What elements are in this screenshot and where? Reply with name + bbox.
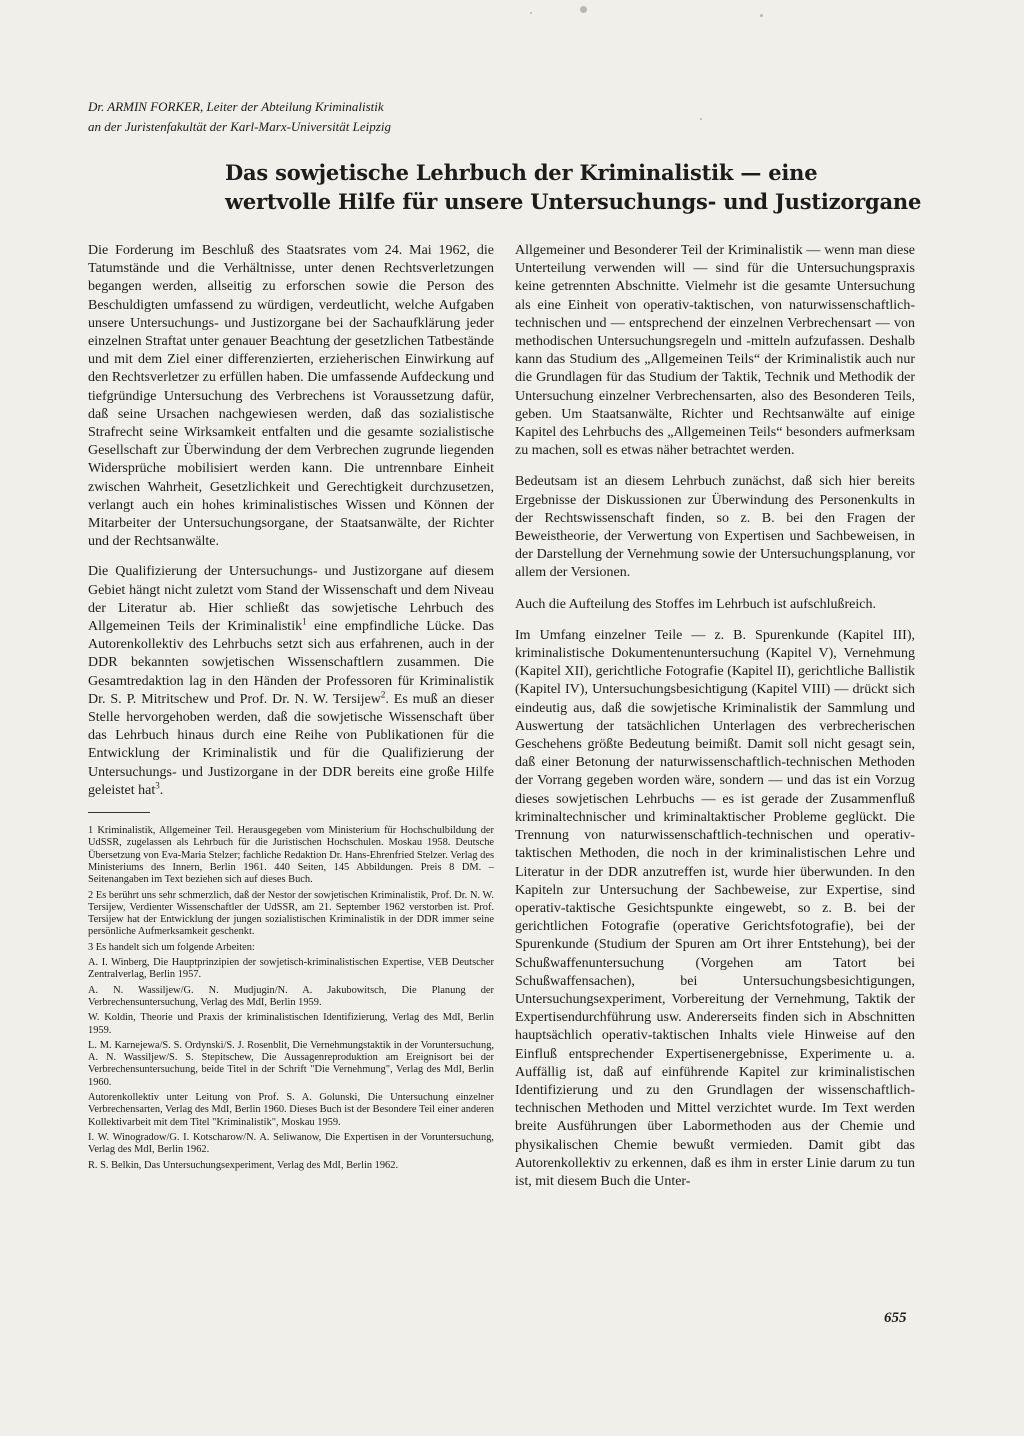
footnote-reference: A. I. Winberg, Die Hauptprinzipien der sowjetisch-kriminalistischen Expertise, VEB Deutscher Zentralverlag, Berlin 1957. xyxy=(88,957,494,981)
title-line-2: wertvolle Hilfe für unsere Untersuchungs- und Justizorgane xyxy=(225,189,922,214)
left-paragraph-2-part-2: eine empfindliche Lücke. Das Autorenkollektiv des Lehrbuchs setzt sich aus erfahrenen, auch in der DDR bekannten sowjetischen Wissenschaftlern zusammen. Die Gesamtredaktion lag in den Händen der Professoren für Kriminalistik Dr. S. P. Mitritschew und Prof. Dr. N. W. Tersijew xyxy=(88,619,494,707)
footnote-reference: A. N. Wassiljew/G. N. Mudjugin/N. A. Jakubowitsch, Die Planung der Verbrechensuntersuchung, Verlag des MdI, Berlin 1959. xyxy=(88,984,494,1008)
left-paragraph-2-part-4: . xyxy=(159,782,164,798)
scan-speck xyxy=(760,14,763,17)
footnote-reference: W. Koldin, Theorie und Praxis der kriminalistischen Identifizierung, Verlag des MdI, Berlin 1959. xyxy=(88,1012,494,1036)
footnote-reference: Autorenkollektiv unter Leitung von Prof. S. A. Golunski, Die Untersuchung einzelner Verbrechensarten, Verlag des MdI, Berlin 1960. Dieses Buch ist der Besondere Teil einer anderen Kollektivarbeit mit dem Titel "Kriminalistik", Moskau 1959. xyxy=(88,1092,494,1128)
footnote-divider xyxy=(88,812,150,813)
right-paragraph-2: Bedeutsam ist an diesem Lehrbuch zunächst, daß sich hier bereits Ergebnisse der Diskussionen zur Überwindung des Personenkults in der Rechtswissenschaft finden, so z. B. bei den Fragen der Beweistheorie, der Verwertung von Expertisen und Sachbeweisen, in der Darstellung der Vernehmung sowie der Untersuchungsplanung, vor allem der Versionen. xyxy=(515,474,915,581)
byline-line-2: an der Juristenfakultät der Karl-Marx-Universität Leipzig xyxy=(88,119,391,134)
right-paragraph-1: Allgemeiner und Besonderer Teil der Kriminalistik — wenn man diese Unterteilung verwenden will — sind für die Untersuchungspraxis keine getrennten Abschnitte. Vielmehr ist die gesamte Untersuchung als eine Einheit von operativ-taktischen, von naturwissenschaftlich-technischen und — entsprechend der einzelnen Verbrechensart — von methodischen Untersuchungsregeln und -mitteln aufzufassen. Deshalb kann das Studium des „Allgemeinen Teils“ der Kriminalistik auch nur die Grundlagen für das Studium der Taktik, Technik und Methodik der Untersuchung einzelner Verbrechensarten, also des Besonderen Teils, geben. Um Staatsanwälte, Richter und Rechtsanwälte auf einige Kapitel des Lehrbuchs des „Allgemeinen Teils“ besonders aufmerksam zu machen, soll es etwas näher betrachtet werden. xyxy=(515,243,915,459)
author-byline xyxy=(88,97,608,137)
left-paragraph-1: Die Forderung im Beschluß des Staatsrates vom 24. Mai 1962, die Tatumstände und die Verhältnisse, unter denen Rechtsverletzungen begangen werden, allseitig zu erforschen sowie die Person des Beschuldigten umfassend zu würdigen, verdeutlicht, welche Aufgaben unsere Untersuchungs- und Justizorgane bei der Sachaufklärung jeder einzelnen Straftat unter genauer Beachtung der gesetzlichen Tatbestände und mit dem Ziel einer differenzierten, erzieherischen Einwirkung auf den Rechtsverletzer zu erfüllen haben. Die umfassende Aufdeckung und tiefgründige Untersuchung des Verbrechens ist Voraussetzung dafür, daß seine Ursachen nachgewiesen werden, daß das sozialistische Strafrecht seine Wirksamkeit entfalten und die gesamte sozialistische Gesellschaft zur Überwindung der dem Verbrechen zugrunde liegenden Widersprüche mobilisiert werden kann. Die untrennbare Einheit zwischen Wahrheit, Gesetzlichkeit und Gerechtigkeit durchzusetzen, verlangt auch ein hohes kriminalistisches Wissen und Können der Mitarbeiter der Untersuchungsorgane, der Staatsanwälte, der Richter und der Rechtsanwälte. xyxy=(88,243,494,550)
left-paragraph-2 xyxy=(88,563,494,800)
byline-line-1: Dr. ARMIN FORKER, Leiter der Abteilung Kriminalistik xyxy=(88,99,384,114)
page-number: 655 xyxy=(884,1310,907,1326)
footnote-1: 1 Kriminalistik, Allgemeiner Teil. Herausgegeben vom Ministerium für Hochschulbildung der UdSSR, zugelassen als Lehrbuch für die Juristischen Hochschulen. Moskau 1958. Deutsche Übersetzung von Eva-Maria Stelzer; fachliche Redaktion Dr. Hans-Ehrenfried Stelzer. Verlag des Ministeriums des Innern, Berlin 1961. 440 Seiten, 145 Abbildungen. Preis 8 DM. – Seitenangaben im Text beziehen sich auf dieses Buch. xyxy=(88,825,494,886)
article-title xyxy=(225,158,945,216)
footnote-ref-3: 3 xyxy=(155,780,160,791)
title-line-1: Das sowjetische Lehrbuch der Kriminalistik — eine xyxy=(225,160,818,185)
footnote-ref-1: 1 xyxy=(302,616,307,627)
footnote-reference: I. W. Winogradow/G. I. Kotscharow/N. A. Seliwanow, Die Expertisen in der Voruntersuchung, Verlag des MdI, Berlin 1962. xyxy=(88,1131,494,1156)
right-column xyxy=(515,242,915,1204)
right-paragraph-4: Im Umfang einzelner Teile — z. B. Spurenkunde (Kapitel III), kriminalistische Dokumentenuntersuchung (Kapitel V), Vernehmung (Kapitel XII), gerichtliche Fotografie (Kapitel II), gerichtliche Ballistik (Kapitel IV), Untersuchungsbesichtigung (Kapitel VIII) — drückt sich eindeutig aus, daß die sowjetische Kriminalistik der Sammlung und Auswertung der tatsächlichen Unterlagen des verbrecherischen Geschehens größte Bedeutung beimißt. Damit soll nicht gesagt sein, daß einer Betonung der naturwissenschaftlich-technischen Methoden der Vorrang gegeben worden wäre, sondern — und das ist ein Vorzug dieses sowjetischen Lehrbuchs — es ist gerade der Zusammenfluß kriminaltechnischer und kriminaltaktischer Probleme geglückt. Die Trennung von naturwissenschaftlich-technischen und operativ-taktischen Methoden, die noch in der kriminalistischen Lehre und Literatur in der DDR anzutreffen ist, wurde hier überwunden. In den Kapiteln zur Untersuchung der Sachbeweise, zur Expertise, sind operativ-taktische Gesichtspunkte eingewebt, so z. B. bei der gerichtlichen Fotografie (operative Gerichtsfotografie), bei der Spurenkunde (Studium der Spuren am Ort ihrer Entstehung), bei der Schußwaffenuntersuchung (Vorgehen am Tatort bei Schußwaffensachen), bei Untersuchungsbesichtigungen, Untersuchungsexperiment, Vorbereitung der Vernehmung, Taktik der Expertisendurchführung usw. Andererseits finden sich in Abschnitten hauptsächlich operativ-taktischen Inhalts viele Hinweise auf den Einfluß entsprechender Expertisenergebnisse, Experimente u. a. Auffällig ist, daß auf einführende Kapitel zur kriminalistischen Identifizierung und zu den Grundlagen der wissenschaftlich-technischen Methoden und Mittel verzichtet wurde. Im Text werden breite Ausführungen über Labormethoden aus der Chemie und physikalischen Chemie bewußt vermieden. Damit gibt das Autorenkollektiv zu erkennen, daß es ihm in erster Linie darum zu tun ist, mit diesem Buch die Unter- xyxy=(515,627,915,1189)
right-paragraph-3: Auch die Aufteilung des Stoffes im Lehrbuch ist aufschlußreich. xyxy=(515,596,876,612)
left-paragraph-2-part-1: Die Qualifizierung der Untersuchungs- und Justizorgane auf diesem Gebiet hängt nicht zuletzt vom Stand der Wissenschaft und dem Niveau der Literatur ab. Hier schließt das sowjetische Lehrbuch des Allgemeinen Teils der Kriminalistik xyxy=(88,564,494,635)
footnote-3: 3 Es handelt sich um folgende Arbeiten: xyxy=(88,941,255,953)
footnotes xyxy=(88,825,494,1172)
footnote-reference: L. M. Karnejewa/S. S. Ordynski/S. J. Rosenblit, Die Vernehmungstaktik in der Voruntersuchung, A. N. Wassiljew/S. S. Stepitschew, Die Aussagenreproduktion am Ereignisort bei der Verbrechensuntersuchung, beide Titel in der Schrift "Die Vernehmung", Verlag des MdI, Berlin 1960. xyxy=(88,1039,494,1088)
scan-speck xyxy=(580,6,587,13)
left-paragraph-2-part-3: . Es muß an dieser Stelle hervorgehoben werden, daß die sowjetische Wissenschaft über das Lehrbuch hinaus durch eine Reihe von Publikationen für die Entwicklung der Kriminalistik und für die Qualifizierung der Untersuchungs- und Justizorgane in der DDR bereits eine große Hilfe geleistet hat xyxy=(88,691,495,798)
left-column xyxy=(88,242,494,1175)
scan-speck xyxy=(700,118,702,120)
scan-speck xyxy=(530,12,532,14)
footnote-ref-2: 2 xyxy=(380,689,386,700)
footnote-reference: R. S. Belkin, Das Untersuchungsexperiment, Verlag des MdI, Berlin 1962. xyxy=(88,1159,399,1171)
footnote-2: 2 Es berührt uns sehr schmerzlich, daß der Nestor der sowjetischen Kriminalistik, Prof. Dr. N. W. Tersijew, Verdienter Wissenschaftler der UdSSR, am 21. September 1962 verstorben ist. Prof. Tersijew hat der Entwicklung der jungen sozialistischen Kriminalistik in der DDR immer seine persönliche Aufmerksamkeit geschenkt. xyxy=(88,889,494,938)
